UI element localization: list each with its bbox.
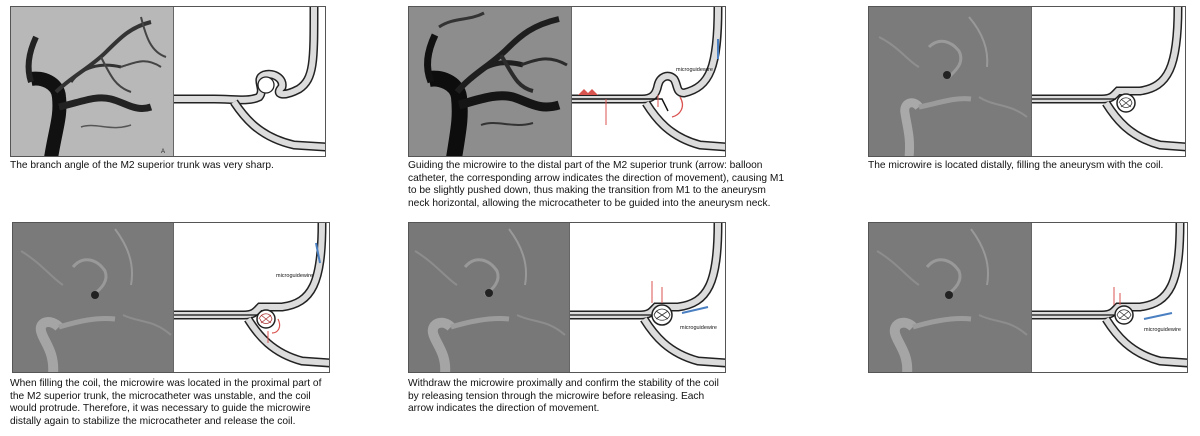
guidewire-label: microguidewire	[676, 67, 713, 73]
figure-1	[10, 6, 326, 157]
angiogram-image	[409, 7, 571, 156]
caption-4	[10, 378, 321, 428]
angiogram-image	[13, 223, 173, 372]
caption-2	[408, 160, 784, 210]
caption-line: Withdraw the microwire proximally and confirm the stability of the coil	[408, 378, 719, 389]
schematic-diagram	[173, 7, 326, 156]
angiogram-image	[869, 223, 1031, 372]
schematic-diagram	[1031, 7, 1186, 156]
guidewire-label: microguidewire	[680, 325, 717, 331]
guidewire-legend-line	[1144, 313, 1172, 319]
caption-line: The branch angle of the M2 superior trunk was very sharp.	[10, 160, 274, 171]
panel-letter: A	[161, 149, 166, 155]
angiogram-image	[11, 7, 173, 156]
caption-line: by releasing tension through the microwire before releasing. Each	[408, 390, 705, 402]
figure-4	[12, 222, 330, 373]
caption-3	[868, 160, 1163, 173]
coil-mass	[91, 291, 99, 299]
caption-line: arrow indicates the direction of movement.	[408, 403, 600, 415]
coil-mass	[945, 291, 953, 299]
coil-mass	[485, 289, 493, 297]
angiogram-image	[869, 7, 1031, 156]
caption-line: would protrude. Therefore, it was necessary to guide the microwire	[10, 403, 311, 415]
balloon-marker	[578, 89, 598, 95]
caption-line: distally again to stabilize the microcatheter and release the coil.	[10, 415, 296, 427]
figure-5	[408, 222, 726, 373]
caption-line: Guiding the microwire to the distal part of the M2 superior trunk (arrow: balloon	[408, 160, 763, 171]
aneurysm-shape	[258, 77, 274, 93]
figure-6	[868, 222, 1188, 373]
schematic-diagram	[1031, 223, 1188, 372]
caption-line: the M2 superior trunk, the microcatheter was unstable, and the coil	[10, 390, 311, 402]
guidewire-label: microguidewire	[276, 273, 313, 279]
caption-line: When filling the coil, the microwire was located in the proximal part of	[10, 378, 322, 389]
angiogram-image	[409, 223, 569, 372]
caption-line: The microwire is located distally, filling the aneurysm with the coil.	[868, 160, 1164, 171]
guidewire-label: microguidewire	[1144, 327, 1181, 333]
schematic-diagram	[571, 7, 726, 156]
figure-2	[408, 6, 726, 157]
arrow-curved	[672, 97, 682, 117]
schematic-diagram	[173, 223, 330, 372]
caption-1	[10, 160, 274, 173]
caption-line: neck horizontal, allowing the microcatheter to be guided into the aneurysm neck.	[408, 197, 771, 209]
figure-3	[868, 6, 1186, 157]
caption-line: catheter, the corresponding arrow indicates the direction of movement), causing M1	[408, 172, 785, 184]
caption-5	[408, 378, 719, 416]
caption-line: to be slightly pushed down, thus making the transition from M1 to the aneurysm	[408, 185, 766, 197]
schematic-diagram	[569, 223, 726, 372]
coil-mass	[943, 71, 951, 79]
